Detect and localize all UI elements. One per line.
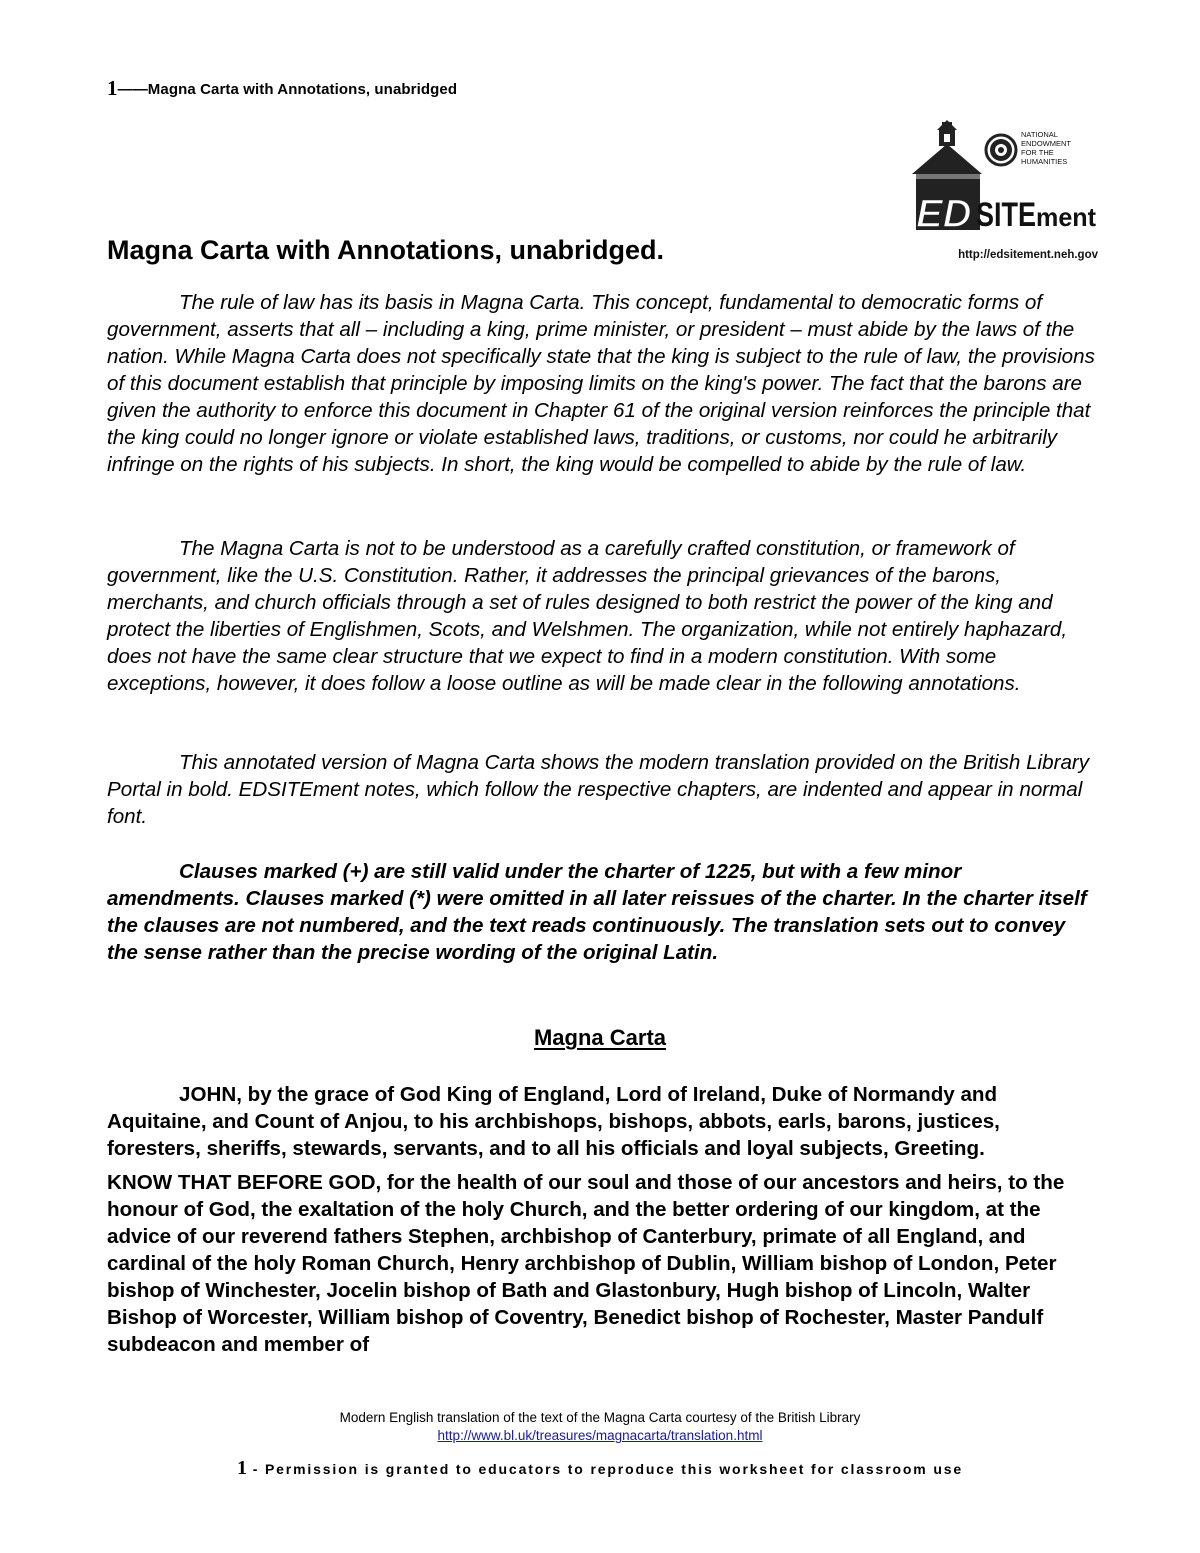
charter-preamble-paragraph [107, 1169, 1099, 1358]
logo-url: http://edsitement.neh.gov [958, 249, 1098, 261]
section-heading: Magna Carta [533, 1025, 667, 1050]
intro-paragraph-2-text: The Magna Carta is not to be understood as a carefully crafted constitution, or framework of government, like the U.S. Constitution. Rather, it addresses the principal grievances of the barons, merchants, and church officials through a set of rules designed to both restrict the power of the king and protect the liberties of Englishmen, Scots, and Welshmen. The organization, while not entirely haphazard, does not have the same clear structure that we expect to find in a modern constitution. With some exceptions, however, it does follow a loose outline as will be made clear in the following annotations. [107, 537, 1068, 695]
footer-page-number: 1 [236, 1457, 247, 1479]
charter-greeting-paragraph [107, 1081, 1099, 1162]
neh-seal-icon [986, 135, 1016, 165]
clauses-note-text: Clauses marked (+) are still valid under the charter of 1225, but with a few minor amendments. Clauses marked (*) were omitted in all later reissues of the charter. In the charter itself the clauses are not numbered, and the text reads continuously. The translation sets out to convey the sense rather than the precise wording of the original Latin. [107, 860, 1087, 964]
header-page-number: 1 [107, 76, 118, 100]
intro-paragraph-1-text: The rule of law has its basis in Magna Carta. This concept, fundamental to democratic forms of government, asserts that all – including a king, prime minister, or president – must abide by the laws of the nation. While Magna Carta does not specifically state that the king is subject to the rule of law, the provisions of this document establish that principle by imposing limits on the king's power. The fact that the barons are given the authority to enforce this document in Chapter 61 of the original version reinforces the principle that the king could no longer ignore or violate established laws, traditions, or customs, nor could he arbitrarily infringe on the rights of his subjects. In short, the king would be compelled to abide by the rule of law. [107, 291, 1095, 476]
document-title: Magna Carta with Annotations, unabridged. [107, 235, 665, 265]
intro-paragraph-3 [107, 749, 1099, 830]
logo-org-line1: NATIONAL [1021, 130, 1058, 139]
clauses-note-paragraph [107, 858, 1099, 966]
intro-paragraph-1 [107, 289, 1099, 478]
footer-source-link[interactable]: http://www.bl.uk/treasures/magnacarta/translation.html [437, 1428, 763, 1443]
logo-org-line4: HUMANITIES [1021, 157, 1068, 166]
header-running-title: ——Magna Carta with Annotations, unabridged [117, 81, 458, 98]
logo-ed: ED [916, 192, 972, 236]
charter-greeting-text: JOHN, by the grace of God King of England, Lord of Ireland, Duke of Normandy and Aquitaine, and Count of Anjou, to his archbishops, bishops, abbots, earls, barons, justices, foresters, sheriffs, stewards, servants, and to all his officials and loyal subjects, Greeting. [107, 1083, 1000, 1160]
intro-paragraph-3-text: This annotated version of Magna Carta shows the modern translation provided on the British Library Portal in bold. EDSITEment notes, which follow the respective chapters, are indented and appear in normal font. [107, 751, 1090, 828]
logo-org-line3: FOR THE [1021, 148, 1054, 157]
charter-preamble-text: KNOW THAT BEFORE GOD, for the health of our soul and those of our ancestors and heirs, to the honour of God, the exaltation of the holy Church, and the better ordering of our kingdom, at the advice of our reverend fathers Stephen, archbishop of Canterbury, primate of all England, and cardinal of the holy Roman Church, Henry archbishop of Dublin, William bishop of London, Peter bishop of Winchester, Jocelin bishop of Bath and Glastonbury, Hugh bishop of Lincoln, Walter Bishop of Worcester, William bishop of Coventry, Benedict bishop of Rochester, Master Pandulf subdeacon and member of [107, 1171, 1065, 1356]
logo-ment: ment [1036, 202, 1097, 232]
footer-credit [0, 1409, 1200, 1445]
footer-credit-text: Modern English translation of the text of the Magna Carta courtesy of the British Library [339, 1410, 861, 1425]
edsitement-logo [910, 118, 1100, 263]
logo-site: SITE [976, 196, 1036, 234]
logo-org-line2: ENDOWMENT [1021, 139, 1071, 148]
running-header [107, 76, 457, 101]
footer-permission [0, 1457, 1200, 1480]
footer-permission-text: - Permission is granted to educators to reproduce this worksheet for classroom use [246, 1461, 964, 1477]
intro-paragraph-2 [107, 535, 1099, 697]
